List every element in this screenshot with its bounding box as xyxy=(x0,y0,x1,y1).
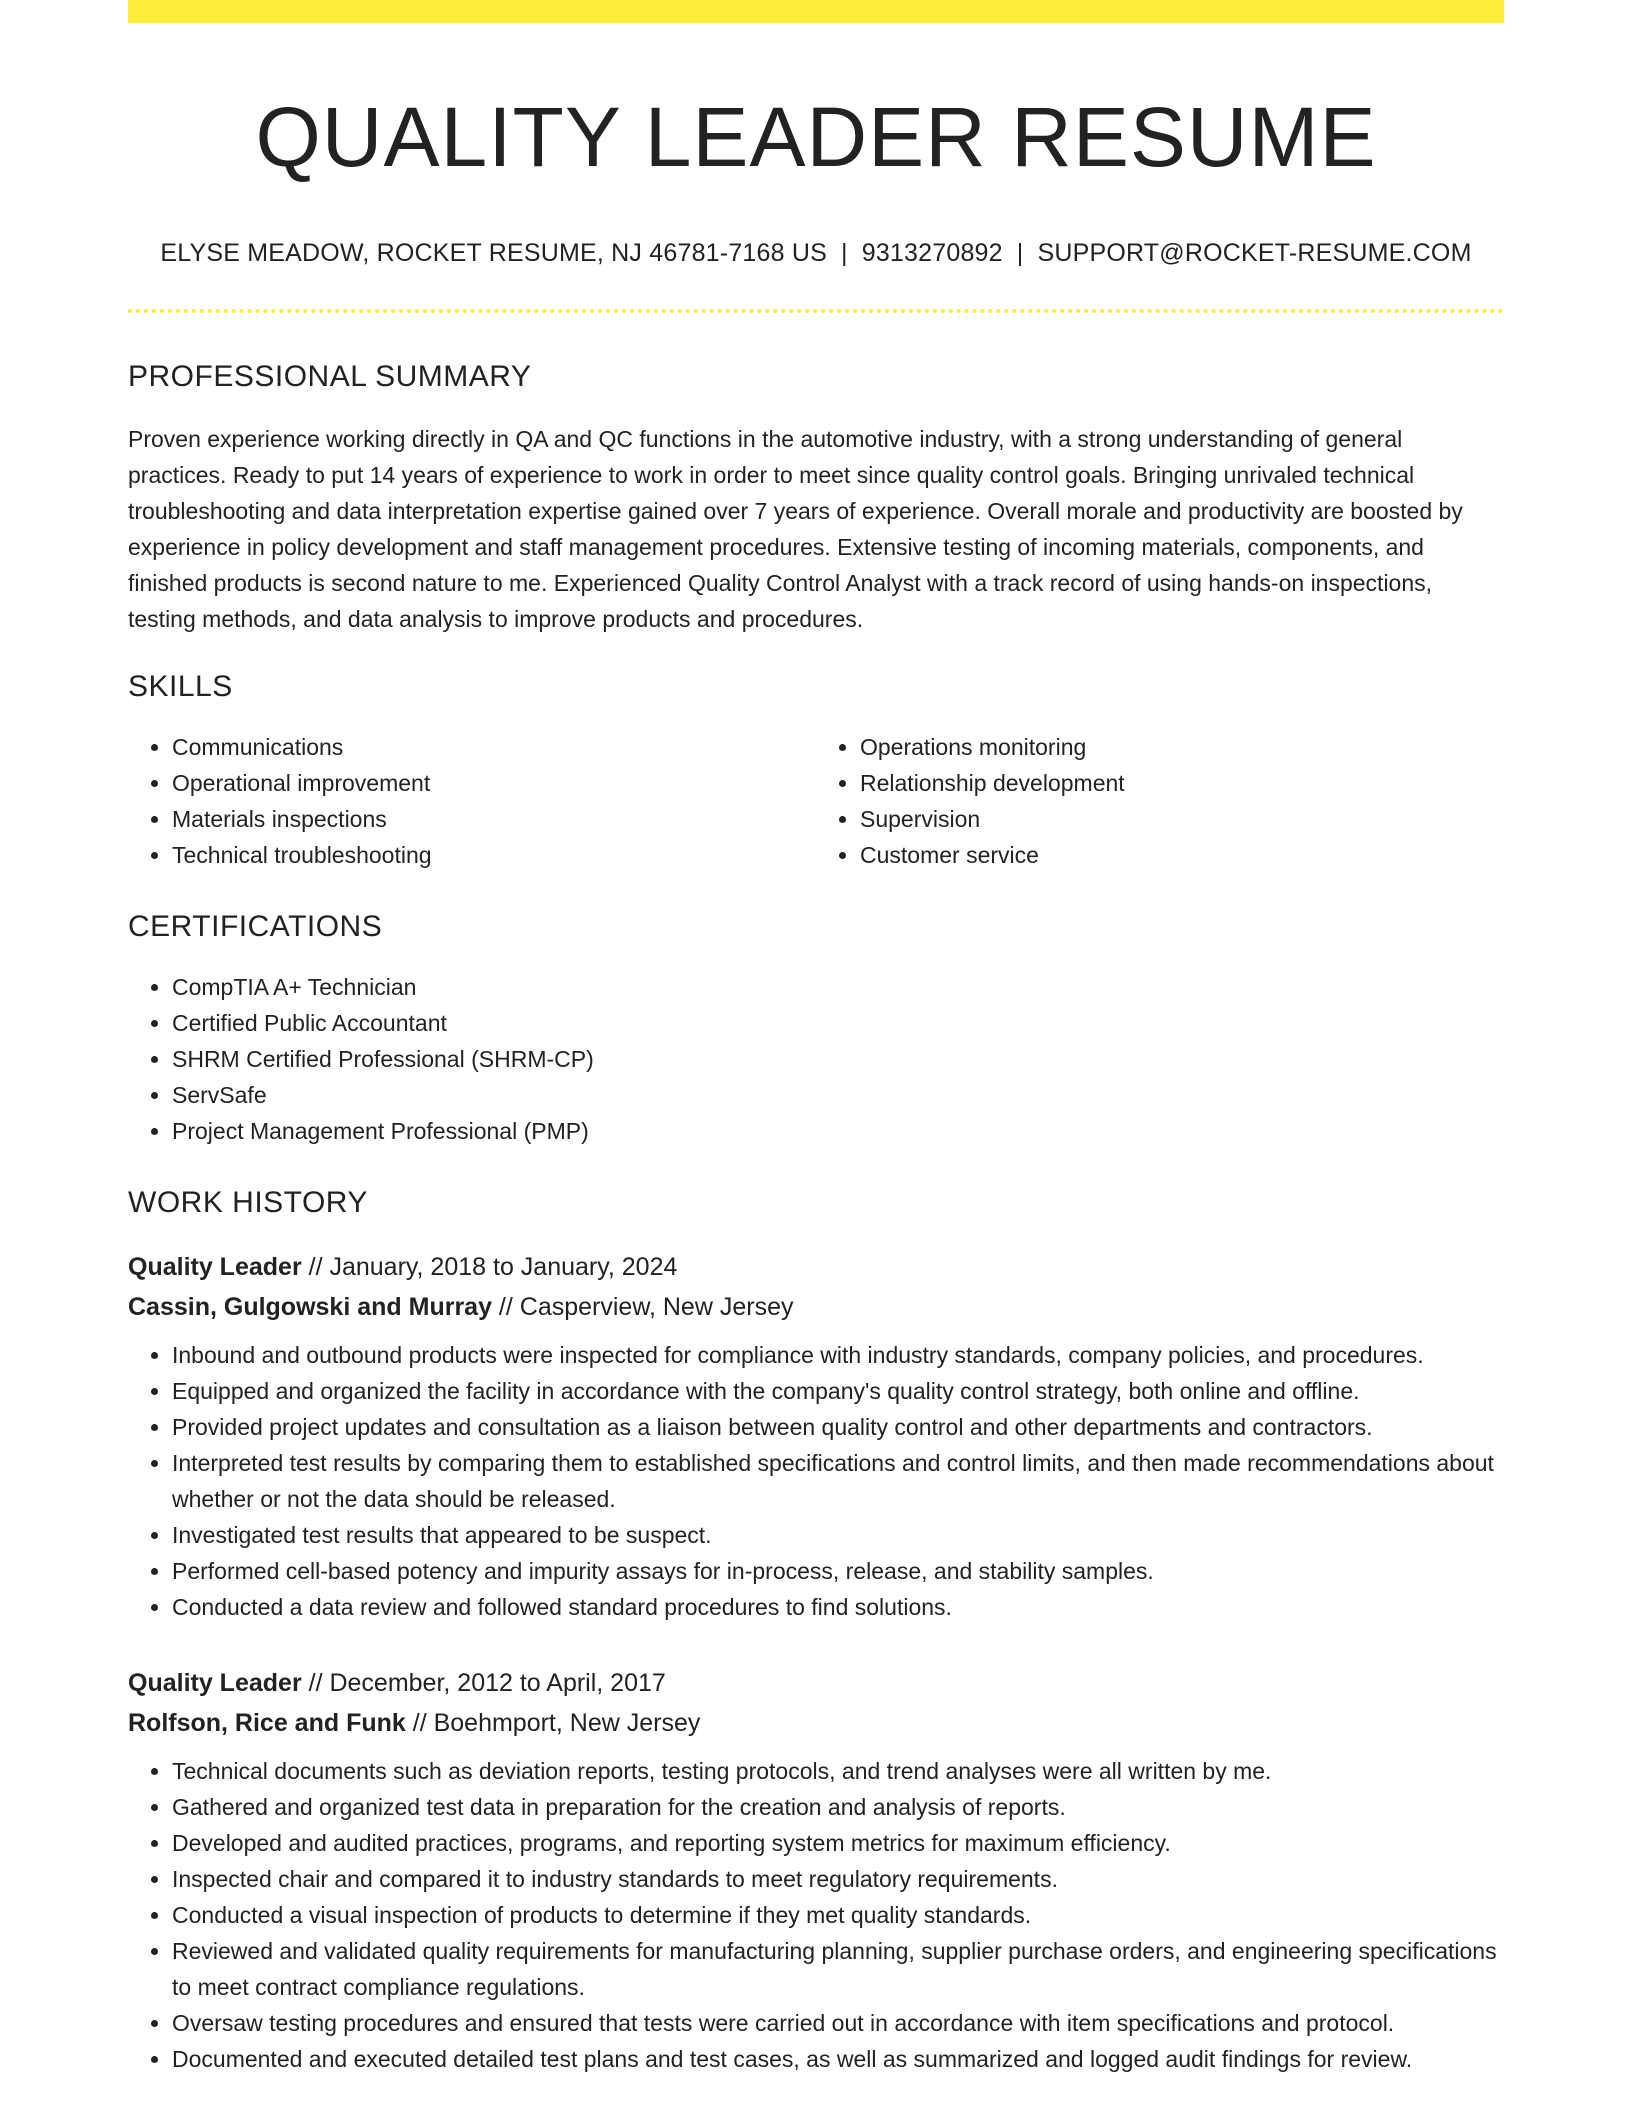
job-bullet: • Interpreted test results by comparing them to established specifications and control limits, and then made recommendations about whether or not the data should be released. xyxy=(172,1445,1504,1517)
summary-text: Proven experience working directly in QA and QC functions in the automotive industry, with a strong understanding of general practices. Ready to put 14 years of experience to work in order to meet since quality control goals. Bringing unrivaled technical troubleshooting and data interpretation expertise gained over 7 years of experience. Overall morale and productivity are boosted by experience in policy development and staff management procedures. Extensive testing of incoming materials, components, and finished products is second nature to me. Experienced Quality Control Analyst with a track record of using hands-on inspections, testing methods, and data analysis to improve products and procedures. xyxy=(128,426,1463,632)
job-role-line xyxy=(128,1247,1504,1287)
job-company-line xyxy=(128,1703,1504,1743)
contact-email: SUPPORT@ROCKET-RESUME.COM xyxy=(1037,239,1472,267)
contact-separator: | xyxy=(1016,239,1024,267)
contact-address: ELYSE MEADOW, ROCKET RESUME, NJ 46781-7168 US xyxy=(160,239,828,267)
job-bullet: • Developed and audited practices, programs, and reporting system metrics for maximum efficiency. xyxy=(172,1825,1504,1861)
certifications-list xyxy=(128,969,1504,1149)
job-bullets xyxy=(128,1337,1504,1625)
job-entry xyxy=(128,1663,1504,2077)
job-bullets xyxy=(128,1753,1504,2077)
job-location: // Boehmport, New Jersey xyxy=(405,1709,701,1737)
job-entry xyxy=(128,1247,1504,1625)
skills-list-right xyxy=(816,729,1504,873)
skills-columns xyxy=(128,729,1504,873)
job-location: // Casperview, New Jersey xyxy=(491,1293,794,1321)
skill-item: • Supervision xyxy=(860,801,1504,837)
work-history-heading: WORK HISTORY xyxy=(128,1186,368,1219)
job-bullet: • Provided project updates and consultation as a liaison between quality control and other departments and contractors. xyxy=(172,1409,1504,1445)
skills-heading: SKILLS xyxy=(128,670,233,703)
skill-item: • Technical troubleshooting xyxy=(172,837,816,873)
certification-item: • Certified Public Accountant xyxy=(172,1005,1504,1041)
job-company: Rolfson, Rice and Funk xyxy=(128,1709,406,1737)
job-role-line xyxy=(128,1663,1504,1703)
skill-item: • Customer service xyxy=(860,837,1504,873)
certifications-heading: CERTIFICATIONS xyxy=(128,910,383,943)
job-bullet: • Reviewed and validated quality requirements for manufacturing planning, supplier purchase orders, and engineering specifications to meet contract compliance regulations. xyxy=(172,1933,1504,2005)
contact-line xyxy=(128,237,1504,269)
skills-list-left xyxy=(128,729,816,873)
job-bullet: • Inbound and outbound products were inspected for compliance with industry standards, company policies, and procedures. xyxy=(172,1337,1504,1373)
dotted-divider xyxy=(128,309,1504,313)
job-company: Cassin, Gulgowski and Murray xyxy=(128,1293,492,1321)
job-bullet: • Conducted a visual inspection of products to determine if they met quality standards. xyxy=(172,1897,1504,1933)
contact-separator: | xyxy=(841,239,848,267)
skill-item: • Operations monitoring xyxy=(860,729,1504,765)
certification-item: • SHRM Certified Professional (SHRM-CP) xyxy=(172,1041,1504,1077)
resume-page xyxy=(128,0,1504,2077)
job-bullet: • Gathered and organized test data in preparation for the creation and analysis of reports. xyxy=(172,1789,1504,1825)
skill-item: • Relationship development xyxy=(860,765,1504,801)
job-bullet: • Performed cell-based potency and impurity assays for in-process, release, and stability samples. xyxy=(172,1553,1504,1589)
job-bullet: • Inspected chair and compared it to industry standards to meet regulatory requirements. xyxy=(172,1861,1504,1897)
job-bullet: • Equipped and organized the facility in accordance with the company's quality control strategy, both online and offline. xyxy=(172,1373,1504,1409)
job-bullet: • Investigated test results that appeared to be suspect. xyxy=(172,1517,1504,1553)
certification-item: • CompTIA A+ Technician xyxy=(172,969,1504,1005)
job-role: Quality Leader xyxy=(128,1253,302,1281)
summary-heading: PROFESSIONAL SUMMARY xyxy=(128,360,532,393)
skill-item: • Operational improvement xyxy=(172,765,816,801)
job-bullet: • Oversaw testing procedures and ensured that tests were carried out in accordance with item specifications and protocol. xyxy=(172,2005,1504,2041)
job-role: Quality Leader xyxy=(128,1669,302,1697)
job-dates: // January, 2018 to January, 2024 xyxy=(301,1253,678,1281)
job-bullet: • Conducted a data review and followed standard procedures to find solutions. xyxy=(172,1589,1504,1625)
job-bullet: • Documented and executed detailed test plans and test cases, as well as summarized and logged audit findings for review. xyxy=(172,2041,1504,2077)
accent-top-bar xyxy=(128,0,1504,23)
certification-item: • Project Management Professional (PMP) xyxy=(172,1113,1504,1149)
skill-item: • Materials inspections xyxy=(172,801,816,837)
skill-item: • Communications xyxy=(172,729,816,765)
certification-item: • ServSafe xyxy=(172,1077,1504,1113)
job-bullet: • Technical documents such as deviation reports, testing protocols, and trend analyses were all written by me. xyxy=(172,1753,1504,1789)
contact-phone: 9313270892 xyxy=(861,239,1003,267)
resume-title: QUALITY LEADER RESUME xyxy=(255,90,1377,184)
job-company-line xyxy=(128,1287,1504,1327)
job-dates: // December, 2012 to April, 2017 xyxy=(301,1669,666,1697)
